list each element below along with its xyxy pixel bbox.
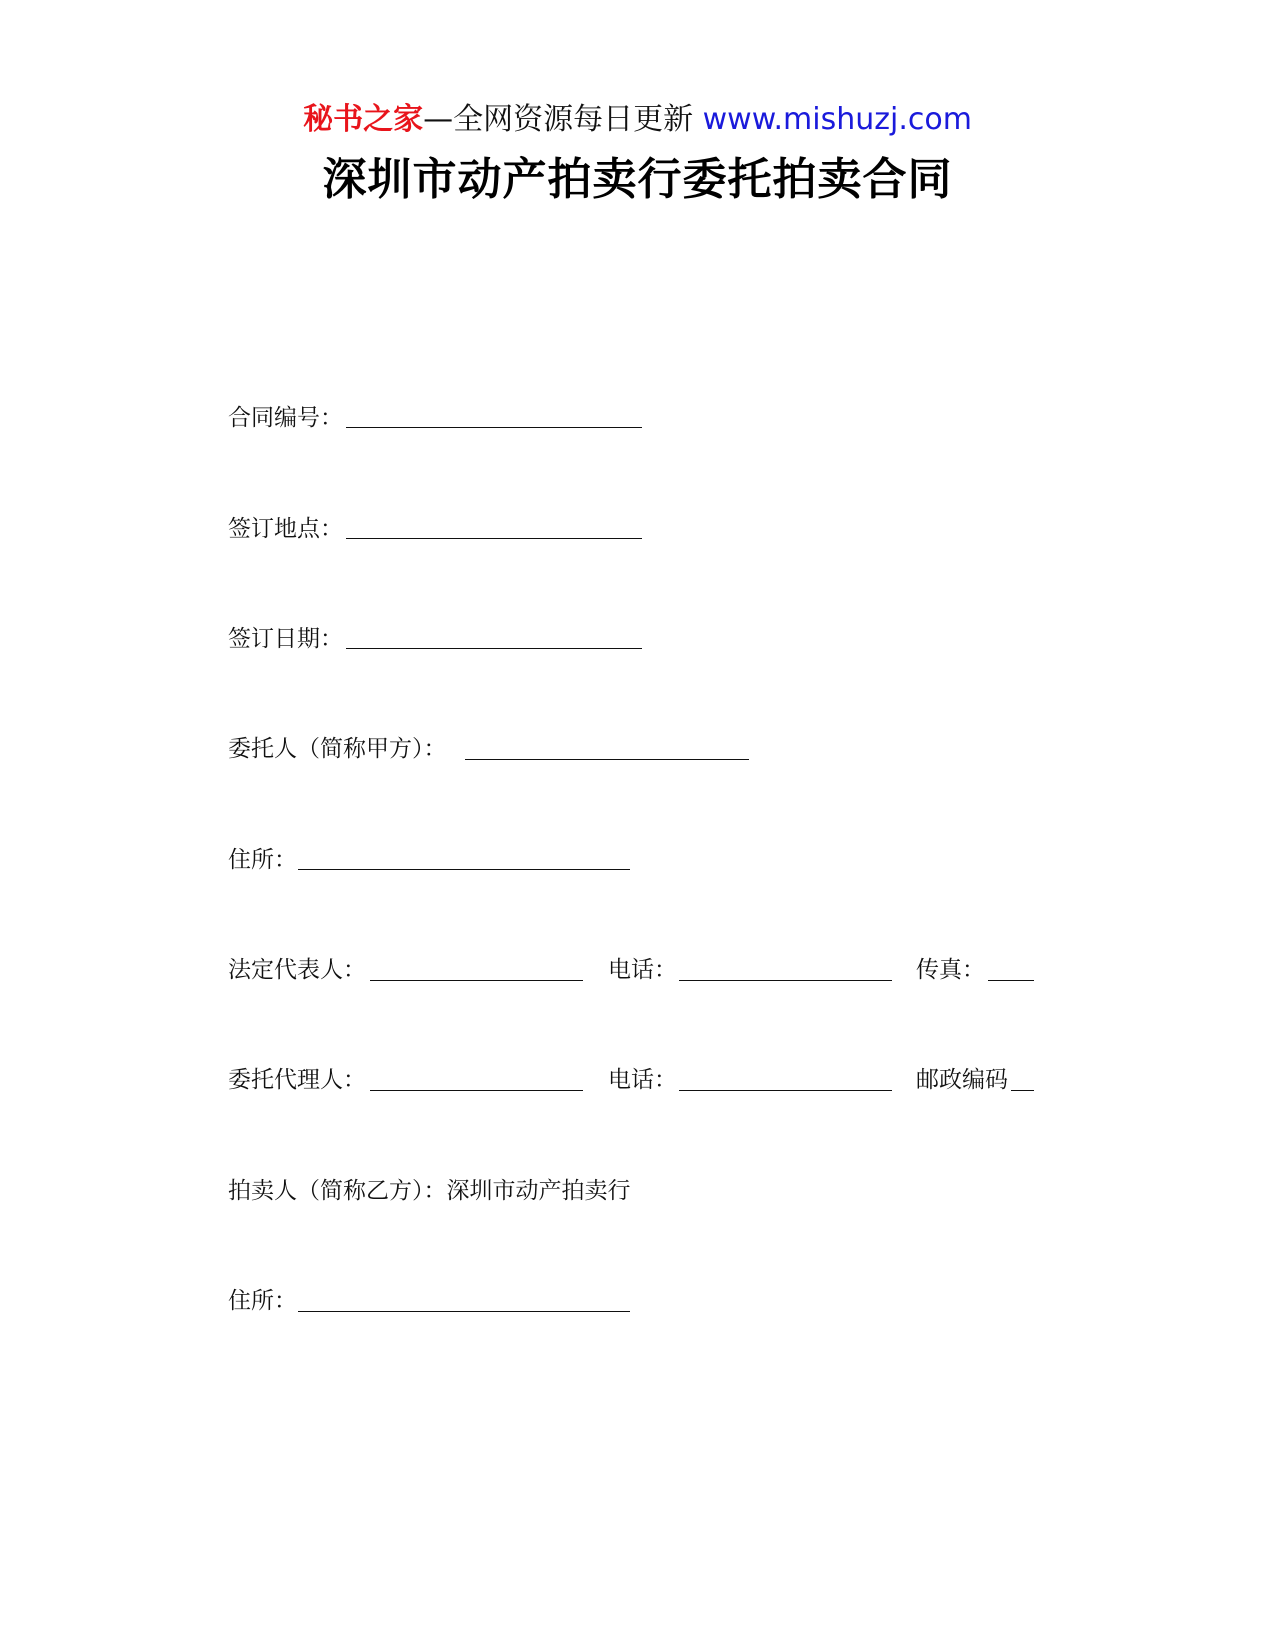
brand-name: 秘书之家: [303, 102, 424, 137]
document-title: 深圳市动产拍卖行委托拍卖合同: [322, 154, 953, 205]
auctioneer-address-label: 住所：: [228, 1288, 297, 1314]
auctioneer-label: 拍卖人（简称乙方）：深圳市动产拍卖行: [228, 1178, 631, 1204]
legal-rep-phone-label: 电话：: [608, 957, 677, 983]
sign-place-blank[interactable]: [346, 538, 642, 539]
header-tagline: —全网资源每日更新: [423, 102, 694, 137]
contract-number-blank[interactable]: [346, 427, 642, 428]
auctioneer-address-blank[interactable]: [298, 1311, 630, 1312]
agent-phone-blank[interactable]: [679, 1090, 892, 1091]
agent-blank[interactable]: [370, 1090, 583, 1091]
agent-phone-label: 电话：: [608, 1067, 677, 1093]
fax-blank[interactable]: [988, 980, 1034, 981]
principal-address-label: 住所：: [228, 847, 297, 873]
agent-label: 委托代理人：: [228, 1067, 366, 1093]
legal-rep-blank[interactable]: [370, 980, 583, 981]
principal-blank[interactable]: [465, 759, 749, 760]
principal-label: 委托人（简称甲方）：: [228, 736, 447, 762]
postcode-blank[interactable]: [1011, 1090, 1034, 1091]
sign-date-blank[interactable]: [346, 648, 642, 649]
legal-rep-phone-blank[interactable]: [679, 980, 892, 981]
sign-place-label: 签订地点：: [228, 516, 343, 542]
sign-date-label: 签订日期：: [228, 626, 343, 652]
site-url[interactable]: www.mishuzj.com: [702, 102, 972, 137]
contract-number-label: 合同编号：: [228, 405, 343, 431]
header-banner: [0, 100, 1275, 140]
fax-label: 传真：: [916, 957, 985, 983]
principal-address-blank[interactable]: [298, 869, 630, 870]
legal-rep-label: 法定代表人：: [228, 957, 366, 983]
postcode-label: 邮政编码: [916, 1067, 1008, 1093]
